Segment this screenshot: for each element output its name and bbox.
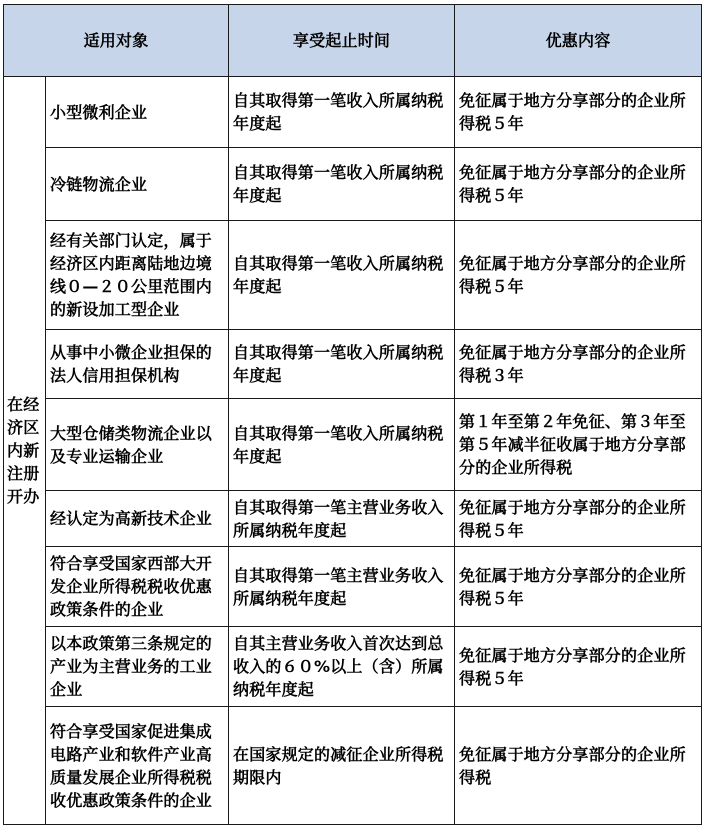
row-content: 免征属于地方分享部分的企业所得税５年 [455, 77, 702, 148]
header-preferential-content: 优惠内容 [455, 5, 702, 77]
tax-policy-table [3, 4, 702, 825]
row-object: 从事中小微企业担保的法人信用担保机构 [46, 330, 229, 399]
row-content: 免征属于地方分享部分的企业所得税５年 [455, 491, 702, 547]
group-label-cell: 在经济区内新注册开办 [4, 77, 46, 825]
row-object: 大型仓储类物流企业以及专业运输企业 [46, 399, 229, 491]
header-applicable-object: 适用对象 [4, 5, 229, 77]
row-time: 自其取得第一笔主营业务收入所属纳税年度起 [229, 547, 455, 627]
row-content: 免征属于地方分享部分的企业所得税５年 [455, 148, 702, 221]
table-row [4, 547, 702, 627]
table-row [4, 491, 702, 547]
table-header-row [4, 5, 702, 77]
table-row [4, 707, 702, 825]
table-row [4, 399, 702, 491]
row-content: 免征属于地方分享部分的企业所得税５年 [455, 627, 702, 707]
row-time: 自其取得第一笔收入所属纳税年度起 [229, 77, 455, 148]
row-object: 冷链物流企业 [46, 148, 229, 221]
table-row [4, 627, 702, 707]
row-object: 经有关部门认定，属于经济区内距离陆地边境线０—２０公里范围内的新设加工型企业 [46, 221, 229, 330]
row-object: 以本政策第三条规定的产业为主营业务的工业企业 [46, 627, 229, 707]
row-content: 免征属于地方分享部分的企业所得税５年 [455, 547, 702, 627]
row-time: 自其取得第一笔收入所属纳税年度起 [229, 330, 455, 399]
row-object: 经认定为高新技术企业 [46, 491, 229, 547]
table-row [4, 221, 702, 330]
table-row [4, 330, 702, 399]
row-content: 免征属于地方分享部分的企业所得税３年 [455, 330, 702, 399]
row-time: 自其主营业务收入首次达到总收入的６０%以上（含）所属纳税年度起 [229, 627, 455, 707]
row-time: 自其取得第一笔主营业务收入所属纳税年度起 [229, 491, 455, 547]
row-content: 第１年至第２年免征、第３年至第５年减半征收属于地方分享部分的企业所得税 [455, 399, 702, 491]
row-content: 免征属于地方分享部分的企业所得税 [455, 707, 702, 825]
table-row [4, 77, 702, 148]
row-object: 小型微利企业 [46, 77, 229, 148]
policy-table-container [3, 4, 702, 825]
header-time-period: 享受起止时间 [229, 5, 455, 77]
row-time: 自其取得第一笔收入所属纳税年度起 [229, 221, 455, 330]
row-object: 符合享受国家西部大开发企业所得税税收优惠政策条件的企业 [46, 547, 229, 627]
row-time: 自其取得第一笔收入所属纳税年度起 [229, 148, 455, 221]
table-row [4, 148, 702, 221]
row-time: 在国家规定的减征企业所得税期限内 [229, 707, 455, 825]
row-time: 自其取得第一笔收入所属纳税年度起 [229, 399, 455, 491]
row-object: 符合享受国家促进集成电路产业和软件产业高质量发展企业所得税税收优惠政策条件的企业 [46, 707, 229, 825]
row-content: 免征属于地方分享部分的企业所得税５年 [455, 221, 702, 330]
